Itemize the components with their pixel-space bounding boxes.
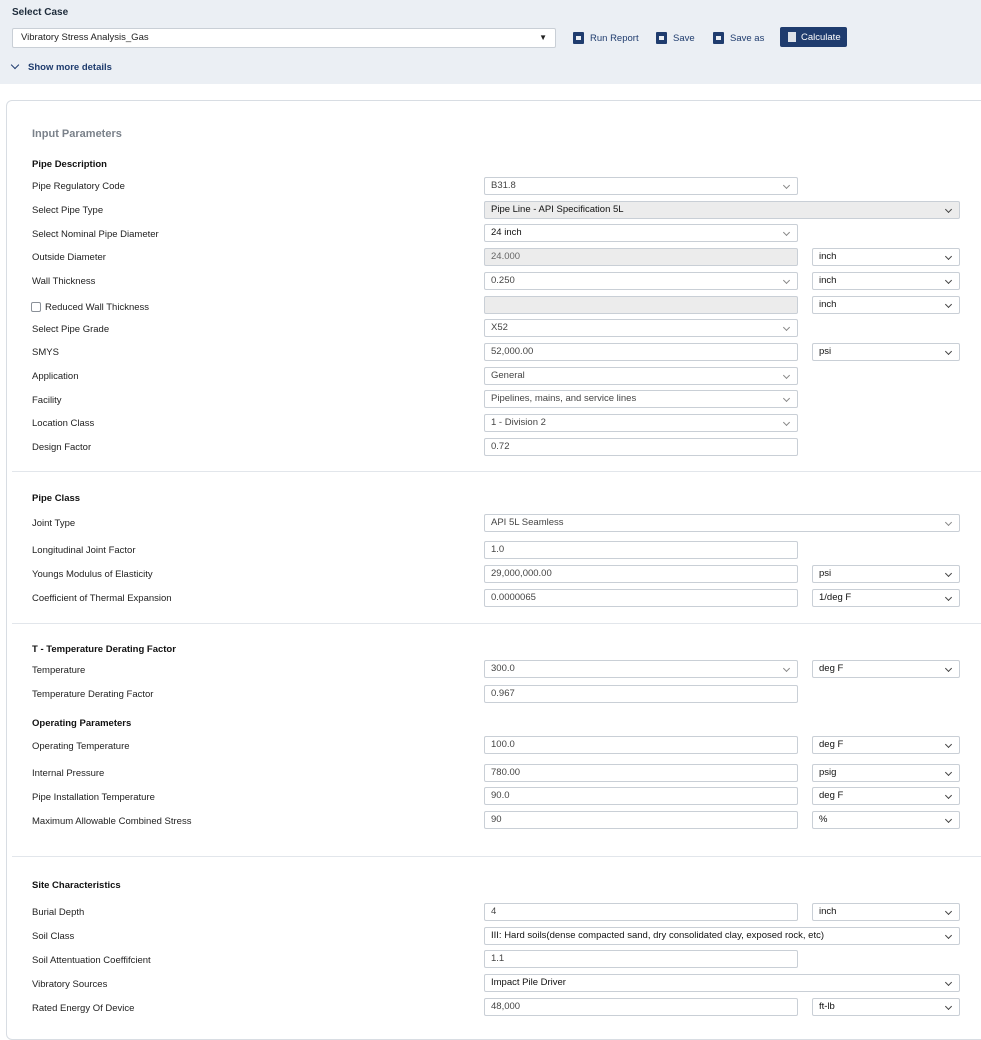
soil-attenuation-input[interactable]: 1.1 xyxy=(484,950,798,968)
chevron-down-icon xyxy=(783,368,791,384)
joint-type-value: API 5L Seamless xyxy=(491,517,564,528)
smys-unit: psi xyxy=(819,346,832,357)
case-select-value: Vibratory Stress Analysis_Gas xyxy=(21,32,149,43)
application-value: General xyxy=(491,370,525,381)
wall-thickness-value: 0.250 xyxy=(491,275,515,286)
label-install-temp: Pipe Installation Temperature xyxy=(32,792,155,803)
label-operating-temp: Operating Temperature xyxy=(32,741,130,752)
save-button[interactable] xyxy=(656,29,695,47)
internal-pressure-unit: psig xyxy=(819,767,837,778)
rated-energy-unit: ft-lb xyxy=(819,1001,835,1012)
label-vibratory-sources: Vibratory Sources xyxy=(32,979,108,990)
chevron-down-icon xyxy=(783,225,791,241)
calculate-label: Calculate xyxy=(801,31,841,43)
pipe-type-value: Pipe Line - API Specification 5L xyxy=(491,204,624,215)
case-toolbar xyxy=(0,0,981,84)
regulatory-code-select[interactable] xyxy=(484,177,798,195)
run-report-button[interactable] xyxy=(573,29,639,47)
chevron-down-icon xyxy=(945,737,953,753)
label-rated-energy: Rated Energy Of Device xyxy=(32,1003,135,1014)
save-as-icon xyxy=(713,32,724,44)
chevron-down-icon xyxy=(11,61,19,69)
internal-pressure-unit-select[interactable] xyxy=(812,764,960,782)
wall-thickness-unit-select[interactable] xyxy=(812,272,960,290)
calculator-icon xyxy=(788,32,796,42)
show-more-label: Show more details xyxy=(28,62,112,73)
wall-thickness-select[interactable] xyxy=(484,272,798,290)
section-pipe-description: Pipe Description xyxy=(32,159,107,170)
regulatory-code-value: B31.8 xyxy=(491,180,516,191)
report-icon xyxy=(573,32,584,44)
select-case-label: Select Case xyxy=(12,7,69,18)
burial-depth-input[interactable]: 4 xyxy=(484,903,798,921)
label-pipe-grade: Select Pipe Grade xyxy=(32,324,110,335)
install-temp-unit-select[interactable] xyxy=(812,787,960,805)
label-application: Application xyxy=(32,371,79,382)
calculate-button[interactable] xyxy=(780,27,847,47)
chevron-down-icon xyxy=(783,391,791,407)
chevron-down-icon xyxy=(945,928,953,944)
facility-select[interactable] xyxy=(484,390,798,408)
operating-temp-unit: deg F xyxy=(819,739,844,750)
burial-depth-unit-select[interactable] xyxy=(812,903,960,921)
soil-class-value: III: Hard soils(dense compacted sand, dry consolidated clay, exposed rock, etc) xyxy=(491,930,825,941)
thermal-expansion-input[interactable]: 0.0000065 xyxy=(484,589,798,607)
chevron-down-icon xyxy=(783,320,791,336)
max-stress-unit: % xyxy=(819,814,828,825)
chevron-down-icon xyxy=(945,590,953,606)
soil-class-select[interactable] xyxy=(484,927,960,945)
chevron-down-icon xyxy=(945,765,953,781)
burial-depth-unit: inch xyxy=(819,906,837,917)
section-temperature: T - Temperature Derating Factor xyxy=(32,644,176,655)
location-class-value: 1 - Division 2 xyxy=(491,417,546,428)
panel-title: Input Parameters xyxy=(32,128,122,140)
show-more-details-toggle[interactable] xyxy=(12,62,112,73)
label-temperature: Temperature xyxy=(32,665,86,676)
reduced-wall-checkbox[interactable] xyxy=(31,302,41,312)
youngs-modulus-unit: psi xyxy=(819,568,832,579)
section-operating: Operating Parameters xyxy=(32,718,132,729)
save-icon xyxy=(656,32,667,44)
chevron-down-icon: ▼ xyxy=(539,33,547,42)
label-regulatory-code: Pipe Regulatory Code xyxy=(32,181,125,192)
outside-diameter-field: 24.000 xyxy=(484,248,798,266)
rated-energy-input[interactable]: 48,000 xyxy=(484,998,798,1016)
chevron-down-icon xyxy=(945,202,953,218)
nominal-diameter-value: 24 inch xyxy=(491,227,522,238)
temperature-unit: deg F xyxy=(819,663,844,674)
chevron-down-icon xyxy=(945,975,953,991)
install-temp-input[interactable]: 90.0 xyxy=(484,787,798,805)
pipe-grade-value: X52 xyxy=(491,322,508,333)
chevron-down-icon xyxy=(945,812,953,828)
derating-factor-input[interactable]: 0.967 xyxy=(484,685,798,703)
save-as-button[interactable] xyxy=(713,29,764,47)
label-derating-factor: Temperature Derating Factor xyxy=(32,689,154,700)
outside-diameter-unit-select[interactable] xyxy=(812,248,960,266)
temperature-select[interactable] xyxy=(484,660,798,678)
chevron-down-icon xyxy=(783,178,791,194)
joint-type-select[interactable] xyxy=(484,514,960,532)
youngs-modulus-unit-select[interactable] xyxy=(812,565,960,583)
label-smys: SMYS xyxy=(32,347,59,358)
label-soil-class: Soil Class xyxy=(32,931,75,942)
case-select[interactable] xyxy=(12,28,556,48)
label-facility: Facility xyxy=(32,395,62,406)
chevron-down-icon xyxy=(783,273,791,289)
reduced-wall-field xyxy=(484,296,798,314)
outside-diameter-unit: inch xyxy=(819,251,837,262)
label-nominal-diameter: Select Nominal Pipe Diameter xyxy=(32,229,159,240)
design-factor-input[interactable]: 0.72 xyxy=(484,438,798,456)
thermal-expansion-unit-select[interactable] xyxy=(812,589,960,607)
section-site: Site Characteristics xyxy=(32,880,121,891)
operating-temp-unit-select[interactable] xyxy=(812,736,960,754)
save-as-label: Save as xyxy=(730,32,765,44)
label-location-class: Location Class xyxy=(32,418,95,429)
facility-value: Pipelines, mains, and service lines xyxy=(491,393,637,404)
vibratory-sources-select[interactable] xyxy=(484,974,960,992)
label-outside-diameter: Outside Diameter xyxy=(32,252,106,263)
thermal-expansion-unit: 1/deg F xyxy=(819,592,852,603)
label-thermal-expansion: Coefficient of Thermal Expansion xyxy=(32,593,172,604)
label-pipe-type: Select Pipe Type xyxy=(32,205,104,216)
longitudinal-factor-input[interactable]: 1.0 xyxy=(484,541,798,559)
pipe-grade-select[interactable] xyxy=(484,319,798,337)
youngs-modulus-input[interactable]: 29,000,000.00 xyxy=(484,565,798,583)
chevron-down-icon xyxy=(945,273,953,289)
smys-unit-select[interactable] xyxy=(812,343,960,361)
chevron-down-icon xyxy=(945,904,953,920)
divider xyxy=(12,471,981,472)
temperature-value: 300.0 xyxy=(491,663,515,674)
chevron-down-icon xyxy=(945,788,953,804)
label-longitudinal-factor: Longitudinal Joint Factor xyxy=(32,545,136,556)
label-wall-thickness: Wall Thickness xyxy=(32,276,96,287)
install-temp-unit: deg F xyxy=(819,790,844,801)
label-reduced-wall: Reduced Wall Thickness xyxy=(45,302,150,313)
application-select[interactable] xyxy=(484,367,798,385)
reduced-wall-unit-select[interactable] xyxy=(812,296,960,314)
internal-pressure-input[interactable]: 780.00 xyxy=(484,764,798,782)
label-joint-type: Joint Type xyxy=(32,518,76,529)
chevron-down-icon xyxy=(945,515,953,531)
location-class-select[interactable] xyxy=(484,414,798,432)
chevron-down-icon xyxy=(945,297,953,313)
chevron-down-icon xyxy=(945,999,953,1015)
chevron-down-icon xyxy=(945,661,953,677)
max-stress-unit-select[interactable] xyxy=(812,811,960,829)
save-label: Save xyxy=(673,32,695,44)
label-soil-attenuation: Soil Attentuation Coeffifcient xyxy=(32,955,151,966)
operating-temp-input[interactable]: 100.0 xyxy=(484,736,798,754)
smys-input[interactable]: 52,000.00 xyxy=(484,343,798,361)
temperature-unit-select[interactable] xyxy=(812,660,960,678)
vibratory-sources-value: Impact Pile Driver xyxy=(491,977,566,988)
wall-thickness-unit: inch xyxy=(819,275,837,286)
section-pipe-class: Pipe Class xyxy=(32,493,81,504)
chevron-down-icon xyxy=(783,661,791,677)
label-burial-depth: Burial Depth xyxy=(32,907,85,918)
label-max-stress: Maximum Allowable Combined Stress xyxy=(32,816,192,827)
chevron-down-icon xyxy=(945,344,953,360)
run-report-label: Run Report xyxy=(590,32,639,44)
pipe-type-select[interactable] xyxy=(484,201,960,219)
rated-energy-unit-select[interactable] xyxy=(812,998,960,1016)
max-stress-input[interactable]: 90 xyxy=(484,811,798,829)
divider xyxy=(12,856,981,857)
chevron-down-icon xyxy=(783,415,791,431)
divider xyxy=(12,623,981,624)
label-youngs-modulus: Youngs Modulus of Elasticity xyxy=(32,569,153,580)
label-design-factor: Design Factor xyxy=(32,442,92,453)
label-internal-pressure: Internal Pressure xyxy=(32,768,105,779)
chevron-down-icon xyxy=(945,249,953,265)
nominal-diameter-select[interactable] xyxy=(484,224,798,242)
chevron-down-icon xyxy=(945,566,953,582)
reduced-wall-unit: inch xyxy=(819,299,837,310)
